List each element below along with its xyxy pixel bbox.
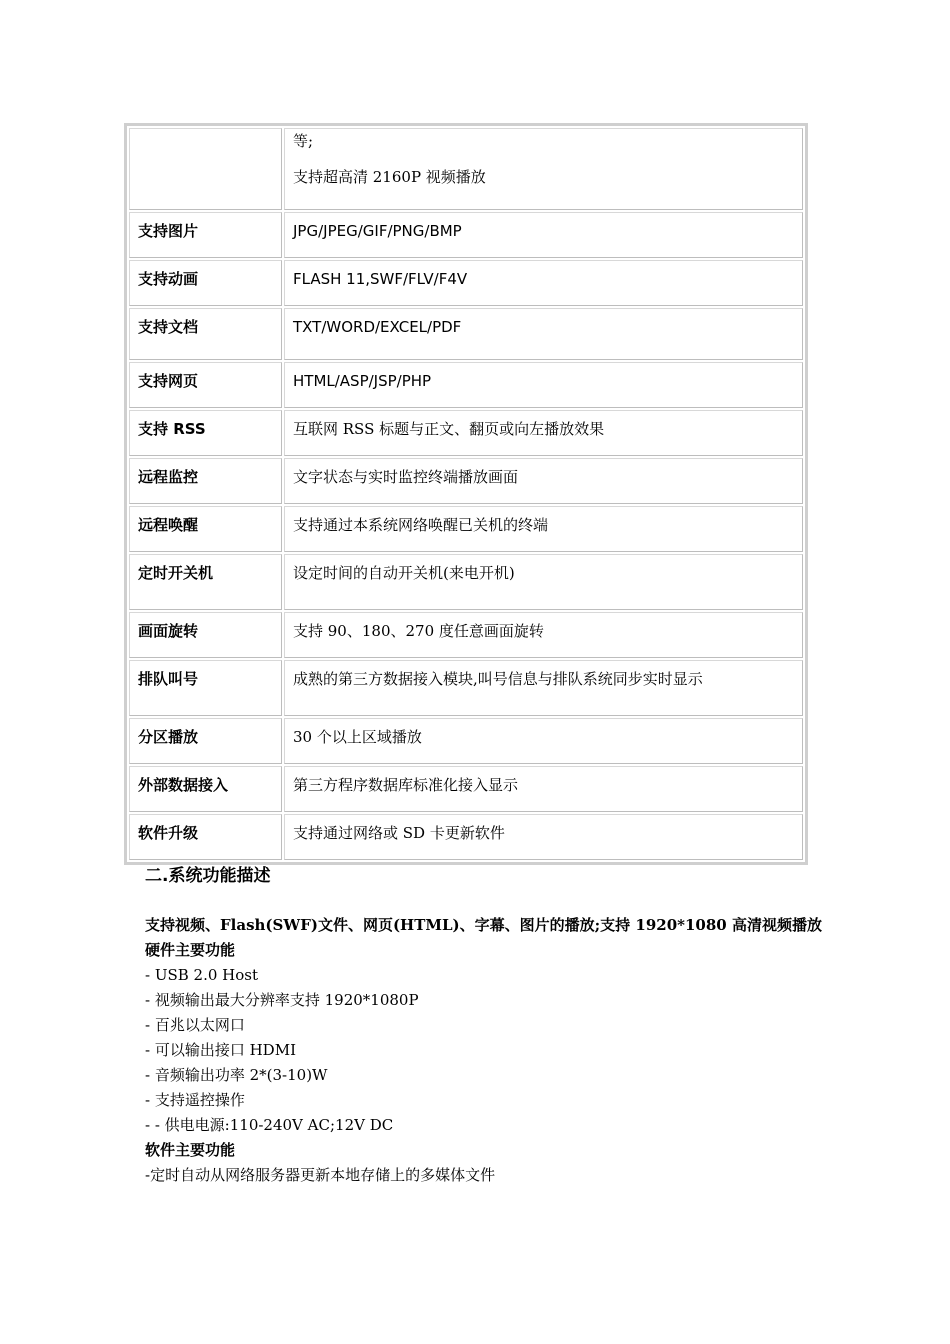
row-value: FLASH 11,SWF/FLV/F4V xyxy=(284,260,803,306)
list-item: - 支持遥控操作 xyxy=(145,1091,245,1109)
row-label: 软件升级 xyxy=(129,814,282,860)
row-value: TXT/WORD/EXCEL/PDF xyxy=(284,308,803,360)
table-row xyxy=(129,458,803,504)
row-label: 定时开关机 xyxy=(129,554,282,610)
list-item: - USB 2.0 Host xyxy=(145,966,259,984)
row-label: 支持 RSS xyxy=(129,410,282,456)
row-label: 支持网页 xyxy=(129,362,282,408)
list-item: - 音频输出功率 2*(3-10)W xyxy=(145,1066,328,1084)
row-value: HTML/ASP/JSP/PHP xyxy=(284,362,803,408)
section-description xyxy=(145,913,840,1188)
row-value: 30 个以上区域播放 xyxy=(284,718,803,764)
table-row xyxy=(129,718,803,764)
table-row xyxy=(129,554,803,610)
row-value: 文字状态与实时监控终端播放画面 xyxy=(284,458,803,504)
row-value: 支持 90、180、270 度任意画面旋转 xyxy=(284,612,803,658)
table-row xyxy=(129,660,803,716)
row-value: 支持通过本系统网络唤醒已关机的终端 xyxy=(284,506,803,552)
row-label: 远程唤醒 xyxy=(129,506,282,552)
hardware-list xyxy=(145,963,840,1138)
row-value: 成熟的第三方数据接入模块,叫号信息与排队系统同步实时显示 xyxy=(284,660,803,716)
hardware-heading: 硬件主要功能 xyxy=(145,941,236,959)
table-row xyxy=(129,212,803,258)
intro-paragraph: 支持视频、Flash(SWF)文件、网页(HTML)、字幕、图片的播放;支持 1920*1080 高清视频播放 xyxy=(145,916,822,934)
list-item: -定时自动从网络服务器更新本地存储上的多媒体文件 xyxy=(145,1166,496,1184)
table-row xyxy=(129,260,803,306)
row-label: 排队叫号 xyxy=(129,660,282,716)
table-row xyxy=(129,362,803,408)
row-value: 互联网 RSS 标题与正文、翻页或向左播放效果 xyxy=(284,410,803,456)
table-row xyxy=(129,410,803,456)
table-row xyxy=(129,128,803,210)
spec-table xyxy=(124,123,808,865)
row-value-line: 支持超高清 2160P 视频播放 xyxy=(293,168,486,186)
row-value xyxy=(284,128,803,210)
row-label: 支持动画 xyxy=(129,260,282,306)
row-value: 支持通过网络或 SD 卡更新软件 xyxy=(284,814,803,860)
software-list xyxy=(145,1163,840,1188)
table-row xyxy=(129,766,803,812)
row-label: 分区播放 xyxy=(129,718,282,764)
row-label: 远程监控 xyxy=(129,458,282,504)
table-row xyxy=(129,308,803,360)
software-heading: 软件主要功能 xyxy=(145,1141,236,1159)
table-row xyxy=(129,506,803,552)
row-label: 外部数据接入 xyxy=(129,766,282,812)
spec-table-body xyxy=(129,128,803,860)
section-title: 二.系统功能描述 xyxy=(145,866,271,886)
list-item: - - 供电电源:110-240V AC;12V DC xyxy=(145,1116,394,1134)
row-value: 第三方程序数据库标准化接入显示 xyxy=(284,766,803,812)
row-value: JPG/JPEG/GIF/PNG/BMP xyxy=(284,212,803,258)
row-label: 支持图片 xyxy=(129,212,282,258)
list-item: - 可以输出接口 HDMI xyxy=(145,1041,296,1059)
row-label: 支持文档 xyxy=(129,308,282,360)
row-label xyxy=(129,128,282,210)
table-row xyxy=(129,612,803,658)
row-value-line: 等; xyxy=(293,132,314,150)
table-row xyxy=(129,814,803,860)
list-item: - 视频输出最大分辨率支持 1920*1080P xyxy=(145,991,419,1009)
row-value: 设定时间的自动开关机(来电开机) xyxy=(284,554,803,610)
list-item: - 百兆以太网口 xyxy=(145,1016,245,1034)
row-label: 画面旋转 xyxy=(129,612,282,658)
